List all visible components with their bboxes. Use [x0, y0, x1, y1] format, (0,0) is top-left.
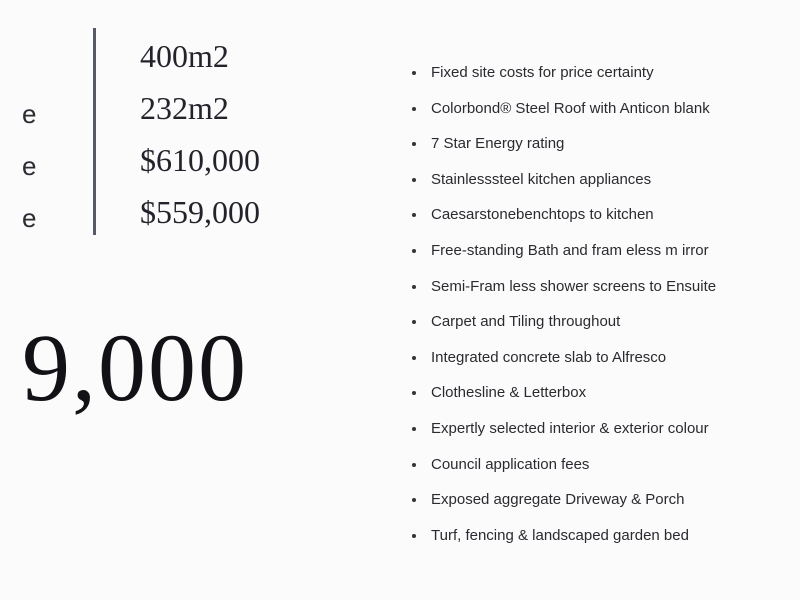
list-item-label: Council application fees	[431, 455, 590, 473]
bullet-icon	[412, 285, 416, 289]
bullet-icon	[412, 142, 416, 146]
spec-label-price: e	[22, 151, 37, 181]
list-item	[412, 411, 800, 447]
list-item-label: Integrated concrete slab to Alfresco	[431, 348, 667, 366]
spec-label-house: e	[22, 99, 37, 129]
original-price-value: $610,000	[140, 142, 260, 178]
bullet-icon	[412, 427, 416, 431]
package-price-value: $559,000	[140, 194, 260, 230]
list-item-label: Expertly selected interior & exterior colour	[431, 419, 709, 437]
list-item	[412, 375, 800, 411]
list-item	[412, 233, 800, 269]
inclusions-list	[412, 55, 800, 553]
list-item-label: Clothesline & Letterbox	[431, 384, 587, 402]
spec-label-package: e	[22, 203, 37, 233]
house-size-value: 232m2	[140, 90, 229, 126]
list-item-label: Free-standing Bath and fram eless m irror	[431, 241, 709, 259]
list-item-label: Semi-Fram less shower screens to Ensuite	[431, 277, 717, 295]
bullet-icon	[412, 498, 416, 502]
vertical-divider	[93, 28, 96, 235]
bullet-icon	[412, 356, 416, 360]
bullet-icon	[412, 534, 416, 538]
list-item	[412, 55, 800, 91]
list-item-label: Fixed site costs for price certainty	[431, 64, 654, 81]
list-item-label: Stainlesssteel kitchen appliances	[431, 170, 652, 188]
list-item-label: Carpet and Tiling throughout	[431, 313, 621, 331]
list-item	[412, 482, 800, 518]
spec-labels	[22, 88, 36, 244]
list-item	[412, 162, 800, 198]
list-item	[412, 197, 800, 233]
bullet-icon	[412, 178, 416, 182]
bullet-icon	[412, 320, 416, 324]
list-item-label: 7 Star Energy rating	[431, 135, 565, 153]
spec-values	[140, 30, 260, 238]
list-item	[412, 126, 800, 162]
bullet-icon	[412, 391, 416, 395]
land-size-value: 400m2	[140, 38, 229, 74]
list-item-label: Exposed aggregate Driveway & Porch	[431, 491, 685, 509]
list-item-label: Caesarstonebenchtops to kitchen	[431, 206, 654, 224]
list-item	[412, 91, 800, 127]
bullet-icon	[412, 213, 416, 217]
list-item-label: Turf, fencing & landscaped garden bed	[431, 526, 689, 544]
list-item	[412, 269, 800, 305]
list-item-label: Colorbond® Steel Roof with Anticon blank	[431, 99, 710, 117]
bullet-icon	[412, 107, 416, 111]
list-item	[412, 518, 800, 554]
bullet-icon	[412, 71, 416, 75]
list-item	[412, 340, 800, 376]
headline-price: 9,000	[22, 314, 248, 421]
list-item	[412, 304, 800, 340]
bullet-icon	[412, 249, 416, 253]
bullet-icon	[412, 463, 416, 467]
list-item	[412, 447, 800, 483]
